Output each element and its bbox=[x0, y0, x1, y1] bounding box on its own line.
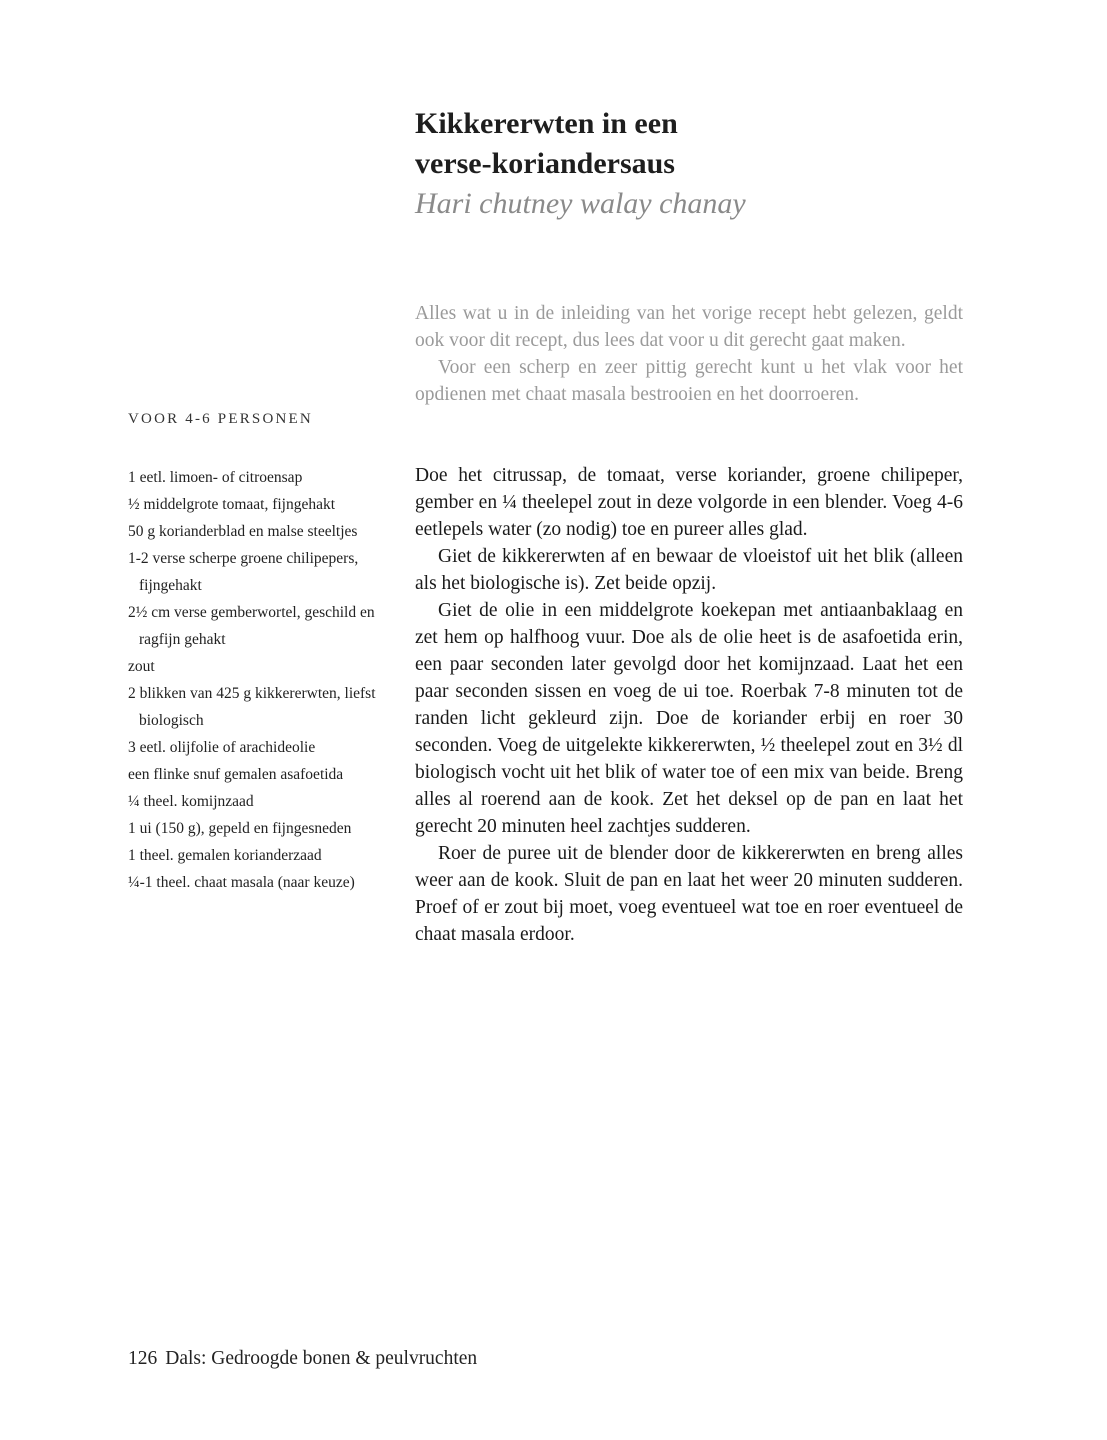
method-paragraph: Roer de puree uit de blender door de kikkererwten en breng alles weer aan de kook. Sluit de pan en laat het weer 20 minuten sudderen. Proef of er zout bij moet, voeg eventueel wat toe en roer eventueel de chaat masala erdoor. bbox=[415, 843, 963, 945]
ingredient-item: 1-2 verse scherpe groene chilipepers, fijngehakt bbox=[128, 550, 359, 594]
section-title: Dals: Gedroogde bonen & peulvruchten bbox=[165, 1348, 478, 1369]
ingredient-item: 2 blikken van 425 g kikkererwten, liefst biologisch bbox=[128, 685, 376, 729]
ingredient-item: 1 eetl. limoen- of citroensap bbox=[128, 469, 303, 486]
recipe-method bbox=[415, 462, 963, 948]
page-footer bbox=[128, 1348, 477, 1370]
ingredient-item: een flinke snuf gemalen asafoetida bbox=[128, 766, 344, 783]
method-paragraph: Giet de kikkererwten af en bewaar de vloeistof uit het blik (alleen als het biologische is). Zet beide opzij. bbox=[415, 546, 963, 594]
ingredient-item: 1 theel. gemalen korianderzaad bbox=[128, 847, 322, 864]
servings-label: VOOR 4-6 PERSONEN bbox=[128, 411, 313, 427]
ingredient-list bbox=[128, 464, 403, 896]
ingredient-item: 1 ui (150 g), gepeld en fijngesneden bbox=[128, 820, 352, 837]
recipe-intro bbox=[415, 300, 963, 408]
ingredient-item: 50 g korianderblad en malse steeltjes bbox=[128, 523, 358, 540]
recipe-subtitle: Hari chutney walay chanay bbox=[415, 187, 746, 220]
recipe-header bbox=[415, 104, 1035, 224]
recipe-title bbox=[415, 104, 1035, 184]
method-paragraph: Giet de olie in een middelgrote koekepan met antiaanbaklaag en zet hem op halfhoog vuur. Doe als de olie heet is de asafoetida erin, een paar seconden later gevolgd door het komijnzaad. Laat het een paar seconden sissen en voeg de ui toe. Roerbak 7-8 minuten tot de randen licht gekleurd zijn. Doe de koriander erbij en roer 30 seconden. Voeg de uitgelekte kikkererwten, ½ theelepel zout en 3½ dl biologisch vocht uit het blik of water toe of een mix van beide. Breng alles al roerend aan de kook. Zet het deksel op de pan en laat het gerecht 20 minuten heel zachtjes sudderen. bbox=[415, 600, 963, 837]
ingredient-item: 2½ cm verse gemberwortel, geschild en ragfijn gehakt bbox=[128, 604, 375, 648]
intro-paragraph: Alles wat u in de inleiding van het vorige recept hebt gelezen, geldt ook voor dit recept, dus lees dat voor u dit gerecht gaat maken. bbox=[415, 303, 963, 351]
intro-paragraph: Voor een scherp en zeer pittig gerecht kunt u het vlak voor het opdienen met chaat masala bestrooien en het doorroeren. bbox=[415, 357, 963, 405]
method-paragraph: Doe het citrussap, de tomaat, verse koriander, groene chilipeper, gember en ¼ theelepel zout in deze volgorde in een blender. Voeg 4-6 eetlepels water (zo nodig) toe en pureer alles glad. bbox=[415, 465, 963, 540]
recipe-title-line-1: Kikkererwten in een bbox=[415, 107, 678, 140]
ingredient-item: 3 eetl. olijfolie of arachideolie bbox=[128, 739, 316, 756]
ingredient-item: ½ middelgrote tomaat, fijngehakt bbox=[128, 496, 336, 513]
page-number: 126 bbox=[128, 1348, 158, 1369]
ingredient-item: zout bbox=[128, 658, 155, 675]
ingredient-item: ¼ theel. komijnzaad bbox=[128, 793, 254, 810]
recipe-title-line-2: verse-koriandersaus bbox=[415, 147, 675, 180]
ingredient-item: ¼-1 theel. chaat masala (naar keuze) bbox=[128, 874, 355, 891]
